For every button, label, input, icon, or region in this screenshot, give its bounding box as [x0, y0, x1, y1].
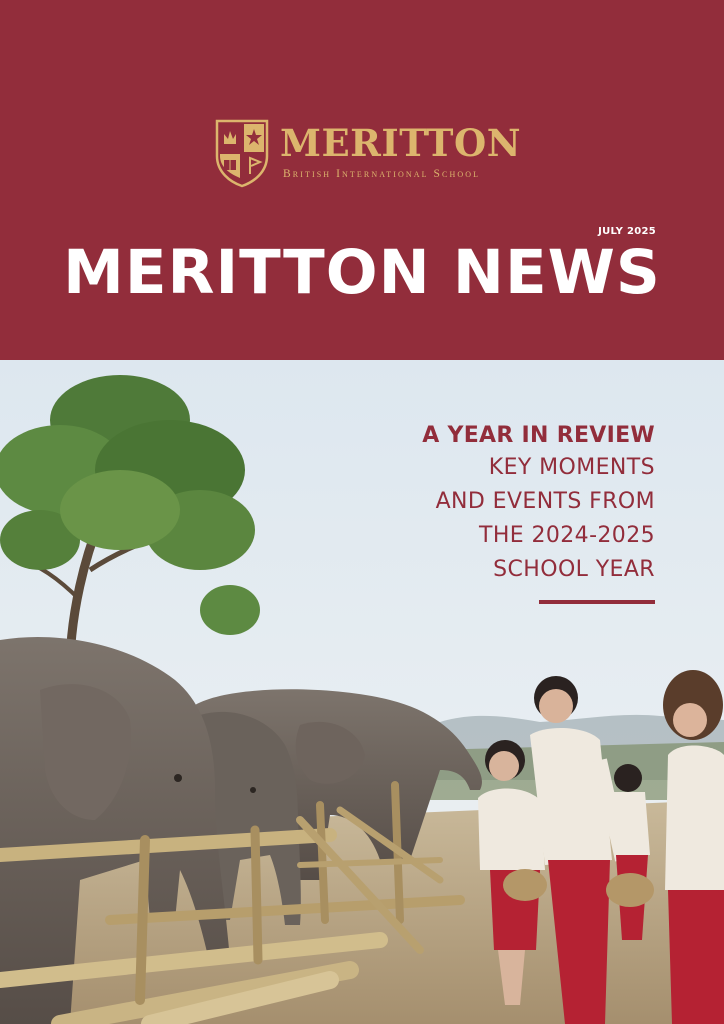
brand-name: MERITTON: [280, 121, 522, 165]
school-crest-icon: [214, 118, 270, 188]
student-right: [663, 670, 724, 1024]
cover-story-line: KEY MOMENTS: [488, 455, 655, 480]
cover-story-headline: [335, 420, 655, 587]
cover-story-line: AND EVENTS FROM: [435, 489, 655, 514]
header-band: [0, 0, 724, 360]
masthead-title: MERITTON NEWS: [63, 237, 661, 308]
cover-story-kicker: A YEAR IN REVIEW: [422, 423, 655, 448]
cover-story-line: SCHOOL YEAR: [493, 557, 655, 582]
brand-subtitle: British International School: [283, 168, 481, 180]
school-logo: [214, 118, 522, 190]
cover-story-line: THE 2024-2025: [479, 523, 655, 548]
issue-date: JULY 2025: [598, 226, 656, 237]
headline-divider: [539, 600, 655, 604]
